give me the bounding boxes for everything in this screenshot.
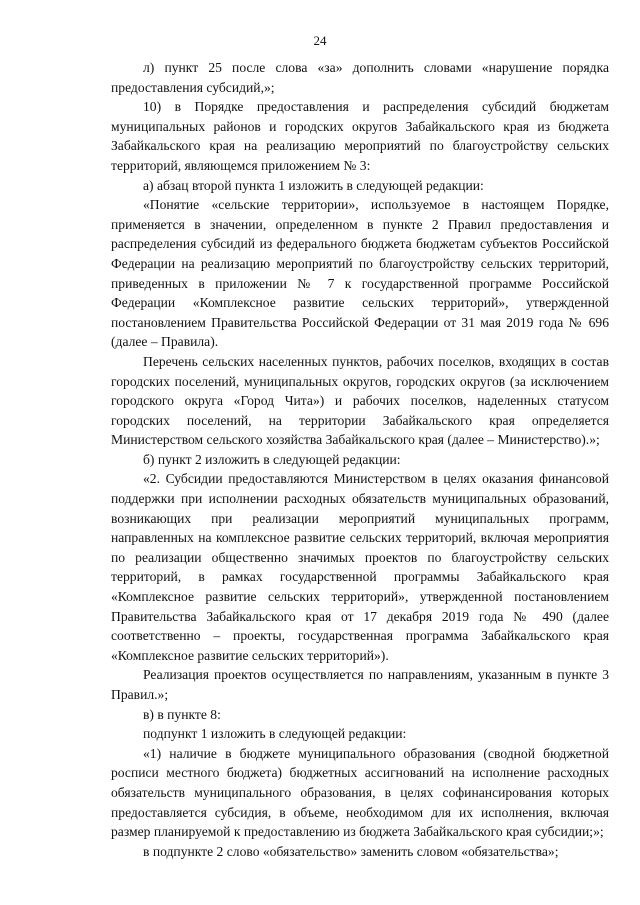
paragraph-subitem-b: б) пункт 2 изложить в следующей редакции: — [143, 451, 401, 467]
paragraph-subclause-1-intro: подпункт 1 изложить в следующей редакции: — [143, 726, 407, 742]
paragraph-subclause-2-change: в подпункте 2 слово «обязательство» заменить словом «обязательства»; — [143, 843, 559, 859]
paragraph-subitem-a: а) абзац второй пункта 1 изложить в следующей редакции: — [143, 177, 484, 193]
paragraph-item-l: л) пункт 25 после слова «за» дополнить словами «нарушение порядка предоставления субсидий,»; — [111, 60, 609, 95]
document-body — [111, 58, 609, 861]
paragraph-settlements-list: Перечень сельских населенных пунктов, рабочих поселков, входящих в состав городских поселений, муниципальных округов, городских округов (за исключением городского округа «Город Чита») и рабочих поселков, наделенных статусом городских поселений, на территории Забайкальского края определяется Министерством сельского хозяйства Забайкальского края (далее – Министерство).»; — [111, 353, 609, 448]
paragraph-subitem-v: в) в пункте 8: — [143, 706, 221, 722]
page-number: 24 — [313, 33, 327, 48]
paragraph-projects-implementation: Реализация проектов осуществляется по направлениям, указанным в пункте 3 Правил.»; — [111, 667, 609, 702]
paragraph-subclause-1-text: «1) наличие в бюджете муниципального образования (сводной бюджетной росписи местного бюджета) бюджетных ассигнований на исполнение расходных обязательств муниципального образования, в целях софинансирования которых предоставляется субсидия, в объеме, необходимом для их исполнения, включая размер планируемой к предоставлению из бюджета Забайкальского края субсидии;»; — [111, 745, 609, 840]
paragraph-item-10: 10) в Порядке предоставления и распределения субсидий бюджетам муниципальных районов и городских округов Забайкальского края из бюджета Забайкальского края на реализацию мероприятий по благоустройству сельских территорий, являющемся приложением № 3: — [111, 99, 609, 173]
paragraph-rural-territories-definition: «Понятие «сельские территории», используемое в настоящем Порядке, применяется в значении, определенном в пункте 2 Правил предоставления и распределения субсидий из федерального бюджета бюджетам субъектов Российской Федерации на реализацию мероприятий по благоустройству сельских территорий, приведенных в приложении № 7 к государственной программе Российской Федерации «Комплексное развитие сельских территорий», утвержденной постановлением Правительства Российской Федерации от 31 мая 2019 года № 696 (далее – Правила). — [111, 197, 609, 350]
paragraph-clause-2: «2. Субсидии предоставляются Министерством в целях оказания финансовой поддержки при исполнении расходных обязательств муниципальных образований, возникающих при реализации мероприятий муниципальных программ, направленных на комплексное развитие сельских территорий, включая мероприятия по реализации общественно значимых проектов по благоустройству сельских территорий, в рамках государственной программы Забайкальского края «Комплексное развитие сельских территорий», утвержденной постановлением Правительства Забайкальского края от 17 декабря 2019 года № 490 (далее соответственно – проекты, государственная программа Забайкальского края «Комплексное развитие сельских территорий»). — [111, 471, 609, 663]
